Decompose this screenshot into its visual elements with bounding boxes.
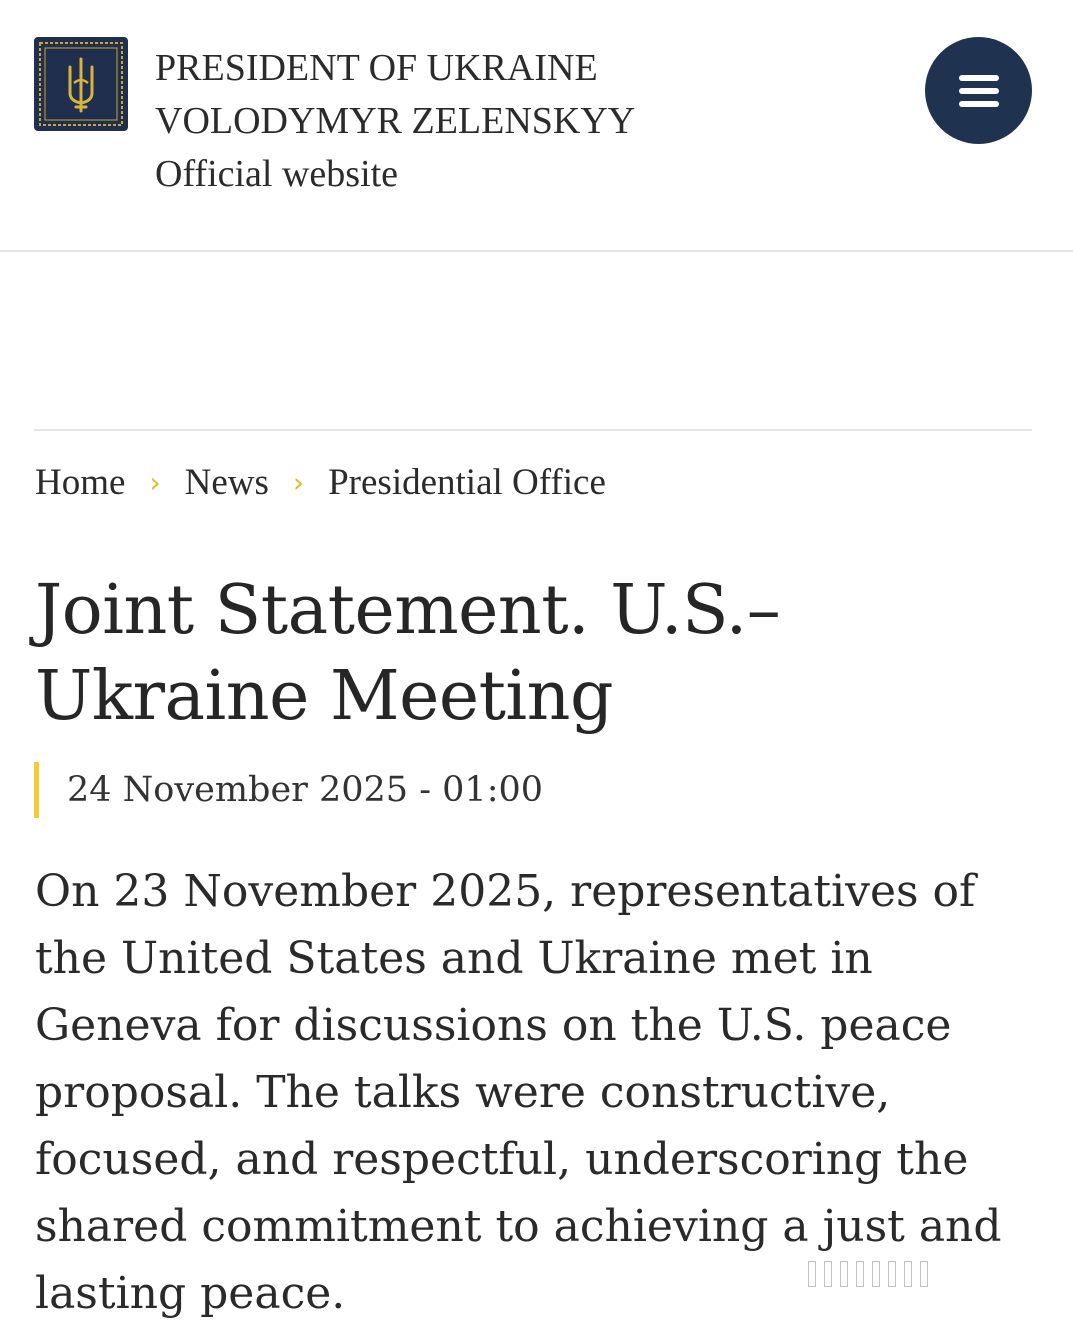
article-date: 24 November 2025 - 01:00 xyxy=(67,770,544,810)
breadcrumb-divider xyxy=(34,429,1032,431)
site-header xyxy=(0,0,1073,252)
article-title: Joint Statement. U.S.–Ukraine Meeting xyxy=(35,571,781,736)
breadcrumb xyxy=(35,459,606,507)
chevron-right-icon: › xyxy=(292,466,305,499)
breadcrumb-news[interactable]: News xyxy=(184,462,269,503)
trident-coat-of-arms-icon[interactable] xyxy=(34,37,128,131)
breadcrumb-home[interactable]: Home xyxy=(35,462,126,503)
hamburger-menu-icon xyxy=(959,75,999,107)
article-date-block xyxy=(34,762,543,818)
menu-button[interactable] xyxy=(925,37,1032,144)
breadcrumb-presidential-office[interactable]: Presidential Office xyxy=(328,462,606,503)
site-title-line-1: PRESIDENT OF UKRAINE xyxy=(155,47,598,89)
chevron-right-icon: › xyxy=(149,466,161,499)
site-title-line-3: Official website xyxy=(155,153,399,195)
watermark xyxy=(808,1258,928,1290)
site-title-line-2: VOLODYMYR ZELENSKYY xyxy=(155,100,636,142)
article-body: On 23 November 2025, representatives of the United States and Ukraine met in Geneva for discussions on the U.S. peace proposal. The talks were constructive, focused, and respectful, underscoring the shared commitment to achieving a just and lasting peace. xyxy=(35,866,1002,1319)
site-title[interactable] xyxy=(155,42,635,201)
